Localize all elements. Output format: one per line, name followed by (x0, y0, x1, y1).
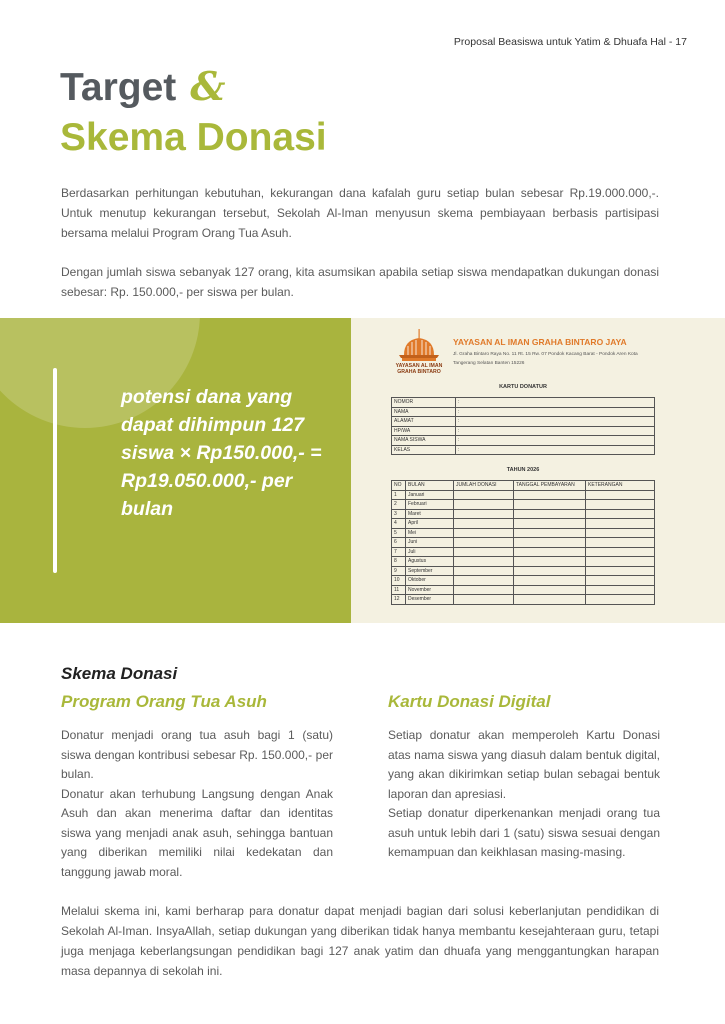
donation-amount-cell (454, 585, 514, 595)
month-number: 8 (392, 557, 406, 567)
month-name: Oktober (406, 576, 454, 586)
month-number: 6 (392, 538, 406, 548)
month-row (392, 509, 655, 519)
remarks-cell (586, 595, 655, 605)
donation-amount-cell (454, 519, 514, 529)
donation-amount-cell (454, 538, 514, 548)
identity-value: : (456, 407, 655, 417)
payment-date-cell (514, 519, 586, 529)
payment-column-header: TANGGAL PEMBAYARAN (514, 481, 586, 491)
remarks-cell (586, 538, 655, 548)
identity-value: : (456, 398, 655, 408)
digital-card-paragraph-1: Setiap donatur akan memperoleh Kartu Donasi atas nama siswa yang diasuh dalam bentuk digital, yang akan dikirimkan setiap bulan sebagai bentuk laporan dan apresiasi. (388, 728, 660, 801)
program-paragraph-2: Donatur akan terhubung Langsung dengan Anak Asuh dan akan menerima daftar dan identitas siswa yang menjadi anak asuh, sehingga bantuan yang diberikan memiliki nilai kedekatan dan tanggung jawab moral. (61, 786, 333, 879)
month-name: Maret (406, 509, 454, 519)
title-target: Target (60, 66, 177, 109)
month-row (392, 519, 655, 529)
title-skema-donasi: Skema Donasi (60, 116, 327, 159)
identity-value: : (456, 426, 655, 436)
program-heading: Program Orang Tua Asuh (61, 692, 267, 711)
payment-column-header: NO (392, 481, 406, 491)
closing-paragraph: Melalui skema ini, kami berharap para donatur dapat menjadi bagian dari solusi keberlanjutan pendidikan di Sekolah Al-Iman. InsyaAllah, setiap dukungan yang diberikan tidak hanya membantu kesejahteraan guru, tetapi juga menjaga keberlangsungan pendidikan bagi 127 anak yatim dan dhuafa yang menggantungkan harapan masa depannya di sekolah ini. (61, 904, 659, 978)
donor-card-panel (351, 318, 725, 623)
donor-card (391, 328, 655, 605)
month-name: Juli (406, 547, 454, 557)
title-ampersand: & (190, 64, 226, 110)
payment-date-cell (514, 557, 586, 567)
payment-date-cell (514, 500, 586, 510)
donation-amount-cell (454, 595, 514, 605)
identity-row (392, 407, 655, 417)
identity-label: NOMOR (392, 398, 456, 408)
identity-row (392, 445, 655, 455)
identity-label: NAMA (392, 407, 456, 417)
payment-column-header: JUMLAH DONASI (454, 481, 514, 491)
remarks-cell (586, 585, 655, 595)
donation-amount-cell (454, 576, 514, 586)
program-column (61, 726, 333, 882)
potential-funds-text: potensi dana yang dapat dihimpun 127 siswa × Rp150.000,- = Rp19.050.000,- per bulan (121, 386, 322, 520)
identity-table (391, 397, 655, 455)
payment-date-cell (514, 509, 586, 519)
month-name: November (406, 585, 454, 595)
payment-column-header: BULAN (406, 481, 454, 491)
page-header: Proposal Beasiswa untuk Yatim & Dhuafa Hal - 17 (453, 36, 687, 48)
identity-value: : (456, 417, 655, 427)
identity-row (392, 417, 655, 427)
donation-amount-cell (454, 509, 514, 519)
month-row (392, 566, 655, 576)
remarks-cell (586, 528, 655, 538)
month-number: 12 (392, 595, 406, 605)
payment-table (391, 480, 655, 605)
identity-value: : (456, 445, 655, 455)
month-name: Desember (406, 595, 454, 605)
donation-amount-cell (454, 528, 514, 538)
month-name: Agustus (406, 557, 454, 567)
remarks-cell (586, 547, 655, 557)
month-name: Februari (406, 500, 454, 510)
month-row (392, 547, 655, 557)
remarks-cell (586, 509, 655, 519)
month-row (392, 538, 655, 548)
month-name: September (406, 566, 454, 576)
highlight-panel (0, 318, 351, 623)
month-number: 10 (392, 576, 406, 586)
logo-text-line1: YAYASAN AL IMAN (395, 363, 443, 369)
logo-text-line2: GRAHA BINTARO (397, 369, 441, 375)
remarks-cell (586, 576, 655, 586)
identity-row (392, 436, 655, 446)
remarks-cell (586, 500, 655, 510)
month-row (392, 585, 655, 595)
month-number: 9 (392, 566, 406, 576)
program-paragraph-1: Donatur menjadi orang tua asuh bagi 1 (satu) siswa dengan kontribusi sebesar Rp. 150.000,- per bulan. (61, 728, 333, 781)
skema-heading: Skema Donasi (61, 664, 178, 683)
assumption-paragraph: Dengan jumlah siswa sebanyak 127 orang, kita asumsikan apabila setiap siswa mendapatkan dukungan donasi sebesar: Rp. 150.000,- per siswa per bulan. (61, 265, 659, 299)
month-number: 11 (392, 585, 406, 595)
month-name: Januari (406, 490, 454, 500)
payment-date-cell (514, 538, 586, 548)
foundation-address: Jl. Graha Bintaro Raya No. 11 Rt. 15 Rw. 07 Pondok Kacang Barat - Pondok Aren Kota Tangerang Selatan Banten 15226 (453, 352, 638, 366)
identity-row (392, 398, 655, 408)
donation-amount-cell (454, 547, 514, 557)
identity-row (392, 426, 655, 436)
payment-date-cell (514, 595, 586, 605)
foundation-name: YAYASAN AL IMAN GRAHA BINTARO JAYA (453, 337, 627, 347)
month-name: April (406, 519, 454, 529)
payment-column-header: KETERANGAN (586, 481, 655, 491)
digital-card-heading: Kartu Donasi Digital (388, 692, 551, 711)
payment-date-cell (514, 585, 586, 595)
payment-date-cell (514, 576, 586, 586)
remarks-cell (586, 566, 655, 576)
payment-date-cell (514, 490, 586, 500)
month-row (392, 490, 655, 500)
donation-amount-cell (454, 490, 514, 500)
month-number: 4 (392, 519, 406, 529)
payment-date-cell (514, 528, 586, 538)
remarks-cell (586, 519, 655, 529)
card-title: KARTU DONATUR (499, 384, 547, 390)
month-number: 2 (392, 500, 406, 510)
page-title (60, 66, 327, 159)
payment-date-cell (514, 547, 586, 557)
month-row (392, 557, 655, 567)
donation-amount-cell (454, 566, 514, 576)
month-name: Juni (406, 538, 454, 548)
payment-date-cell (514, 566, 586, 576)
identity-label: KELAS (392, 445, 456, 455)
foundation-logo (391, 328, 449, 376)
digital-card-paragraph-2: Setiap donatur diperkenankan menjadi orang tua asuh untuk lebih dari 1 (satu) siswa sesuai dengan kemampuan dan keikhlasan masing-masing. (388, 806, 660, 859)
month-number: 3 (392, 509, 406, 519)
identity-label: ALAMAT (392, 417, 456, 427)
identity-label: NAMA SISWA (392, 436, 456, 446)
month-name: Mei (406, 528, 454, 538)
digital-card-column (388, 726, 660, 863)
year-label: TAHUN 2026 (506, 467, 540, 473)
remarks-cell (586, 490, 655, 500)
month-row (392, 576, 655, 586)
month-number: 5 (392, 528, 406, 538)
month-row (392, 595, 655, 605)
decorative-bar (53, 368, 57, 573)
donation-amount-cell (454, 500, 514, 510)
month-number: 7 (392, 547, 406, 557)
month-row (392, 528, 655, 538)
donation-amount-cell (454, 557, 514, 567)
month-row (392, 500, 655, 510)
month-number: 1 (392, 490, 406, 500)
identity-label: HP/WA (392, 426, 456, 436)
remarks-cell (586, 557, 655, 567)
identity-value: : (456, 436, 655, 446)
intro-paragraph: Berdasarkan perhitungan kebutuhan, kekurangan dana kafalah guru setiap bulan sebesar Rp.19.000.000,-. Untuk menutup kekurangan tersebut, Sekolah Al-Iman menyusun skema pembiayaan berbasis partisipasi bersama melalui Program Orang Tua Asuh. (61, 186, 659, 240)
